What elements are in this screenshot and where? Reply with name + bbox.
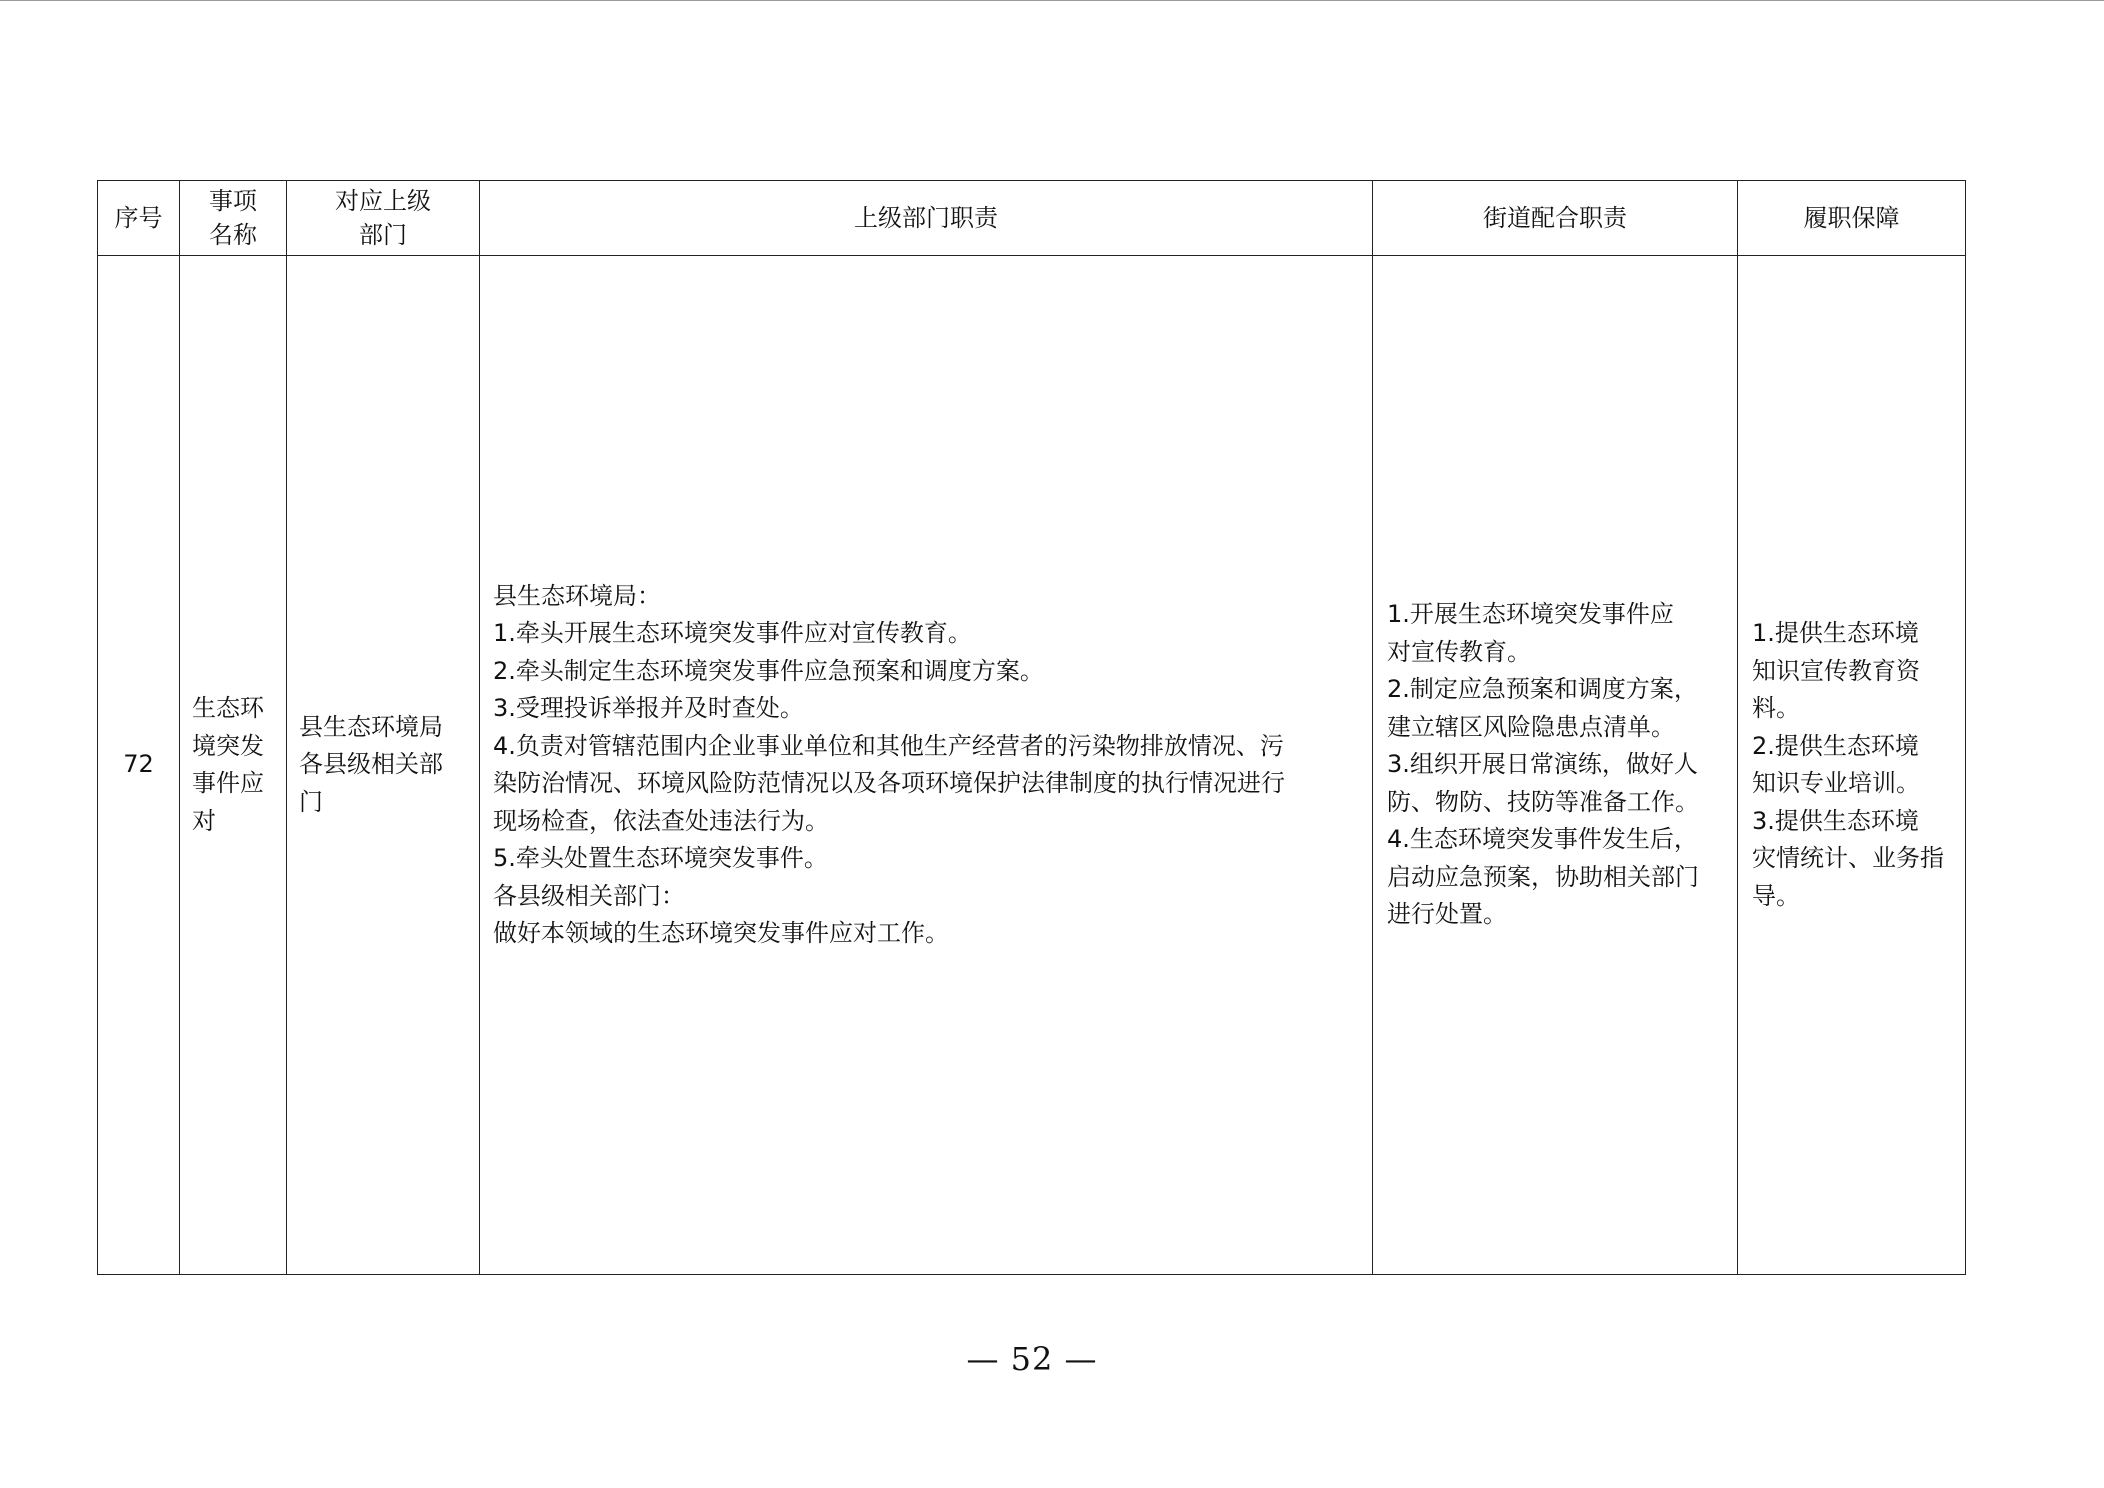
cell-index: 72 <box>98 256 180 1275</box>
cell-item-name: 生态环 境突发 事件应 对 <box>180 256 287 1275</box>
cell-guarantees: 1.提供生态环境 知识宣传教育资 料。 2.提供生态环境 知识专业培训。 3.提供生态环境 灾情统计、业务指 导。 <box>1738 256 1966 1275</box>
duty-table <box>97 180 1966 1275</box>
top-rule <box>0 0 2104 1</box>
header-index: 序号 <box>98 181 180 256</box>
cell-superior-departments: 县生态环境局 各县级相关部 门 <box>287 256 480 1275</box>
table-row <box>98 256 1966 1275</box>
cell-street-duties: 1.开展生态环境突发事件应 对宣传教育。 2.制定应急预案和调度方案， 建立辖区风险隐患点清单。 3.组织开展日常演练，做好人 防、物防、技防等准备工作。 4.生态环境突发事件发生后， 启动应急预案，协助相关部门 进行处置。 <box>1373 256 1738 1275</box>
header-superior-department: 对应上级 部门 <box>287 181 480 256</box>
cell-superior-duties: 县生态环境局： 1.牵头开展生态环境突发事件应对宣传教育。 2.牵头制定生态环境突发事件应急预案和调度方案。 3.受理投诉举报并及时查处。 4.负责对管辖范围内企业事业单位和其他生产经营者的污染物排放情况、污 染防治情况、环境风险防范情况以及各项环境保护法律制度的执行情况进行 现场检查，依法查处违法行为。 5.牵头处置生态环境突发事件。 各县级相关部门： 做好本领域的生态环境突发事件应对工作。 <box>480 256 1373 1275</box>
header-street-duties: 街道配合职责 <box>1373 181 1738 256</box>
page-number: — 52 — <box>966 1340 1098 1378</box>
table-header-row <box>98 181 1966 256</box>
header-guarantees: 履职保障 <box>1738 181 1966 256</box>
header-superior-duties: 上级部门职责 <box>480 181 1373 256</box>
header-item-name: 事项 名称 <box>180 181 287 256</box>
